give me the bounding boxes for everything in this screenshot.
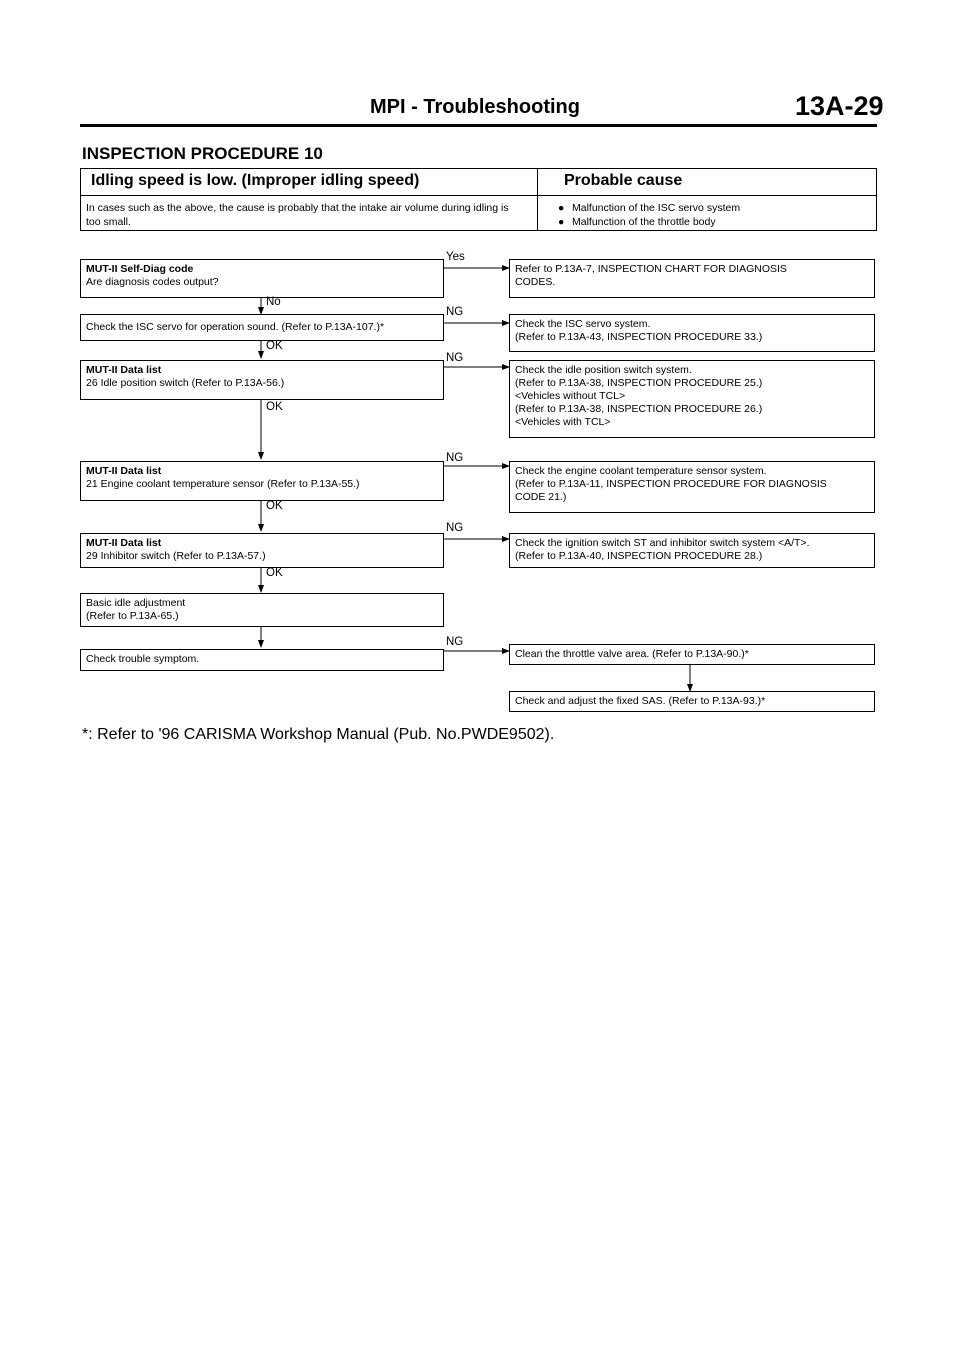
label-no: No	[266, 296, 281, 308]
step-data-list-21: MUT-II Data list 21 Engine coolant temperature sensor (Refer to P.13A-55.)	[80, 461, 444, 501]
procedure-title: INSPECTION PROCEDURE 10	[82, 144, 323, 163]
label-ok: OK	[266, 500, 283, 512]
page-number: 13A-29	[795, 91, 884, 121]
cause-item: ● Malfunction of the ISC servo system	[558, 202, 741, 214]
result-coolant-sensor: Check the engine coolant temperature sensor system. (Refer to P.13A-11, INSPECTION PROCEDURE FOR DIAGNOSIS CODE 21.)	[509, 461, 875, 513]
label-ng: NG	[446, 452, 464, 464]
step-check-symptom: Check trouble symptom.	[80, 649, 444, 671]
result-inhibitor-switch: Check the ignition switch ST and inhibitor switch system <A/T>. (Refer to P.13A-40, INSPECTION PROCEDURE 28.)	[509, 533, 875, 568]
label-ok: OK	[266, 340, 283, 352]
result-idle-switch: Check the idle position switch system. (Refer to P.13A-38, INSPECTION PROCEDURE 25.) <Vehicles without TCL> (Refer to P.13A-38, INSPECTION PROCEDURE 26.) <Vehicles with TCL>	[509, 360, 875, 438]
bullet-icon: ●	[558, 216, 565, 228]
result-clean-throttle: Clean the throttle valve area. (Refer to P.13A-90.)*	[509, 644, 875, 665]
symptom-header: Idling speed is low. (Improper idling speed)	[91, 172, 420, 189]
symptom-description: In cases such as the above, the cause is probably that the intake air volume during idling is too small.	[86, 202, 509, 228]
footnote: *: Refer to '96 CARISMA Workshop Manual (Pub. No.PWDE9502).	[82, 726, 555, 743]
step-basic-idle: Basic idle adjustment (Refer to P.13A-65.)	[80, 593, 444, 627]
bullet-icon: ●	[558, 202, 565, 214]
label-yes: Yes	[446, 251, 465, 263]
step-self-diag: MUT-II Self-Diag code Are diagnosis codes output?	[80, 259, 444, 298]
cause-item: ● Malfunction of the throttle body	[558, 216, 716, 228]
label-ok: OK	[266, 401, 283, 413]
label-ng: NG	[446, 352, 464, 364]
label-ng: NG	[446, 636, 464, 648]
label-ng: NG	[446, 522, 464, 534]
result-diagnosis-chart: Refer to P.13A-7, INSPECTION CHART FOR DIAGNOSIS CODES.	[509, 259, 875, 298]
result-isc-servo: Check the ISC servo system. (Refer to P.13A-43, INSPECTION PROCEDURE 33.)	[509, 314, 875, 352]
label-ng: NG	[446, 306, 464, 318]
result-adjust-sas: Check and adjust the fixed SAS. (Refer to P.13A-93.)*	[509, 691, 875, 712]
step-isc-servo-sound: Check the ISC servo for operation sound. (Refer to P.13A-107.)*	[80, 314, 444, 341]
probable-cause-header: Probable cause	[564, 172, 683, 189]
step-data-list-26: MUT-II Data list 26 Idle position switch (Refer to P.13A-56.)	[80, 360, 444, 400]
section-title: MPI - Troubleshooting	[370, 96, 580, 118]
step-data-list-29: MUT-II Data list 29 Inhibitor switch (Refer to P.13A-57.)	[80, 533, 444, 568]
label-ok: OK	[266, 567, 283, 579]
